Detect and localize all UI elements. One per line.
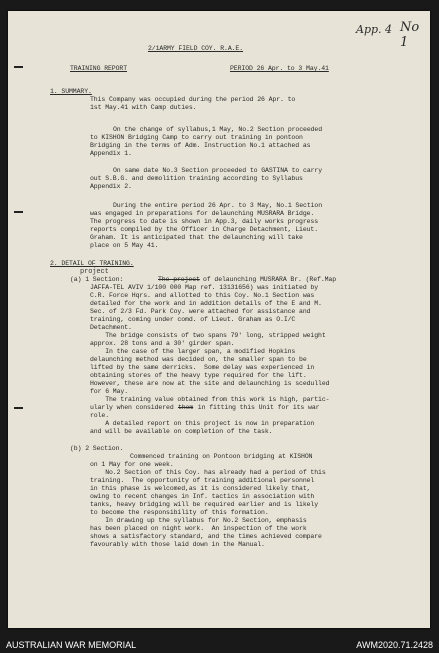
section-a-line-16: The training value obtained from this work is high, partic- — [90, 396, 330, 403]
document-page — [8, 11, 430, 628]
margin-tick — [14, 66, 23, 68]
section-b-line-7: tanks, heavy bridging will be required earlier and is likely — [90, 501, 319, 508]
summary-para-4-line-2: was engaged in preparations for delaunching MUSRARA Bridge. — [90, 210, 315, 217]
archive-name: AUSTRALIAN WAR MEMORIAL — [6, 640, 137, 650]
detail-heading: 2. DETAIL OF TRAINING. — [50, 260, 134, 267]
section-a-line-13: obtaining stores of the heavy type required for the lift. — [90, 372, 307, 379]
margin-tick — [14, 211, 23, 213]
margin-tick — [14, 407, 23, 409]
section-a-line-6: training, coming under comd. of Lieut. Graham as O.I/C — [90, 316, 296, 323]
section-a-line-3: C.R. Force Hqrs. and allotted to this Coy. No.1 Section was — [90, 292, 315, 299]
summary-para-2-line-3: Bridging in the terms of Adm. Instruction No.1 attached as — [90, 142, 311, 149]
summary-para-2-line-2: to KISHON Bridging Camp to carry out training in pontoon — [90, 134, 303, 141]
section-b-line-10: has been placed on night work. An inspection of the work — [90, 525, 307, 532]
struck-text: The project — [158, 276, 200, 283]
section-b-line-5: in this phase is welcomed,as it is considered likely that, — [90, 485, 311, 492]
summary-para-1-line-2: 1st May.41 with Camp duties. — [90, 104, 197, 111]
section-a-line-4: detailed for the work and in addition details of the E and M. — [90, 300, 322, 307]
section-b-line-11: shows a satisfactory standard, and the times achieved compare — [90, 533, 322, 540]
section-a-line-20: and will be available on completion of the task. — [90, 428, 273, 435]
summary-heading: 1. SUMMARY. — [50, 88, 92, 95]
section-a-line-14: However, these are now at the site and delaunching is scedulled — [90, 380, 330, 387]
section-a-line-9: approx. 28 tons and a 30' girder span. — [90, 340, 235, 347]
summary-para-4-line-5: Graham. It is anticipated that the delaunching will take — [90, 234, 303, 241]
section-a-line-10: In the case of the larger span, a modified Hopkins — [90, 348, 296, 355]
section-a-line-1: of delaunching MUSRARA Br. (Ref.Map — [203, 276, 337, 283]
section-b-line-6: owing to recent changes in Inf. tactics in association with — [90, 493, 315, 500]
section-a-line-19: A detailed report on this project is now in preparation — [90, 420, 315, 427]
section-a-line-5: Sec. of 2/3 Fd. Park Coy. were attached for assistance and — [90, 308, 311, 315]
handwritten-insertion: project — [80, 268, 109, 276]
summary-para-2-line-4: Appendix 1. — [90, 150, 132, 157]
report-title: TRAINING REPORT — [70, 65, 128, 72]
section-a-line-8: The bridge consists of two spans 79' long, stripped weight — [90, 332, 326, 339]
section-a-line-17b: in fitting this Unit for its war — [194, 404, 320, 411]
unit-name: 2/1ARMY FIELD COY. R.A.E. — [148, 45, 244, 52]
section-b-label: (b) 2 Section. — [70, 445, 124, 452]
section-a-line-18: role. — [90, 412, 110, 419]
summary-para-3-line-1: On same date No.3 Section proceeded to GASTINA to carry — [113, 167, 323, 174]
summary-para-4-line-1: During the entire period 26 Apr. to 3 May, No.1 Section — [113, 202, 323, 209]
section-a-label: (a) 1 Section: — [70, 276, 124, 283]
section-a-line-2: JAFFA-TEL AVIV 1/100 000 Map ref. 13131656) was initiated by — [90, 284, 319, 291]
section-b-line-9: In drawing up the syllabus for No.2 Section, emphasis — [90, 517, 307, 524]
handwritten-page-number: No 1 — [400, 20, 420, 50]
summary-para-2-line-1: On the change of syllabus,1 May, No.2 Section proceeded — [113, 126, 323, 133]
section-b-line-3: No.2 Section of this Coy. has already had a period of this — [90, 469, 326, 476]
section-a-line-15: for 6 May. — [90, 388, 129, 395]
handwritten-appendix-note: App. 4 — [356, 23, 393, 36]
section-b-line-8: to become the responsibility of this formation. — [90, 509, 269, 516]
archive-reference: AWM2020.71.2428 — [356, 640, 433, 650]
section-a-line-17a: ularly when considered — [90, 404, 178, 411]
summary-para-4-line-4: reports compiled by the Officer in Charge Detachment, Lieut. — [90, 226, 319, 233]
summary-para-1-line-1: This Company was occupied during the period 26 Apr. to — [90, 96, 296, 103]
report-period: PERIOD 26 Apr. to 3 May.41 — [230, 65, 329, 72]
archive-footer — [0, 637, 439, 653]
summary-para-3-line-3: Appendix 2. — [90, 183, 132, 190]
section-b-line-1: Commenced training on Pontoon bridging at KISHON — [130, 453, 313, 460]
summary-para-3-line-2: out S.B.G. and demolition training according to Syllabus — [90, 175, 303, 182]
section-a-line-12: lifted by the same derricks. Some delay was experienced in — [90, 364, 315, 371]
section-b-line-4: training. The opportunity of training additional personnel — [90, 477, 315, 484]
summary-para-4-line-6: place on 5 May 41. — [90, 242, 159, 249]
section-a-line-11: delaunching method was decided on, the smaller span to be — [90, 356, 307, 363]
section-a-struck-word: them — [178, 404, 194, 411]
section-b-line-12: favourably with those laid down in the Manual. — [90, 541, 265, 548]
section-b-line-2: on 1 May for one week. — [90, 461, 174, 468]
section-a-line-7: Detachment. — [90, 324, 132, 331]
summary-para-4-line-3: The progress to date is shown in App.3, daily works progress — [90, 218, 319, 225]
